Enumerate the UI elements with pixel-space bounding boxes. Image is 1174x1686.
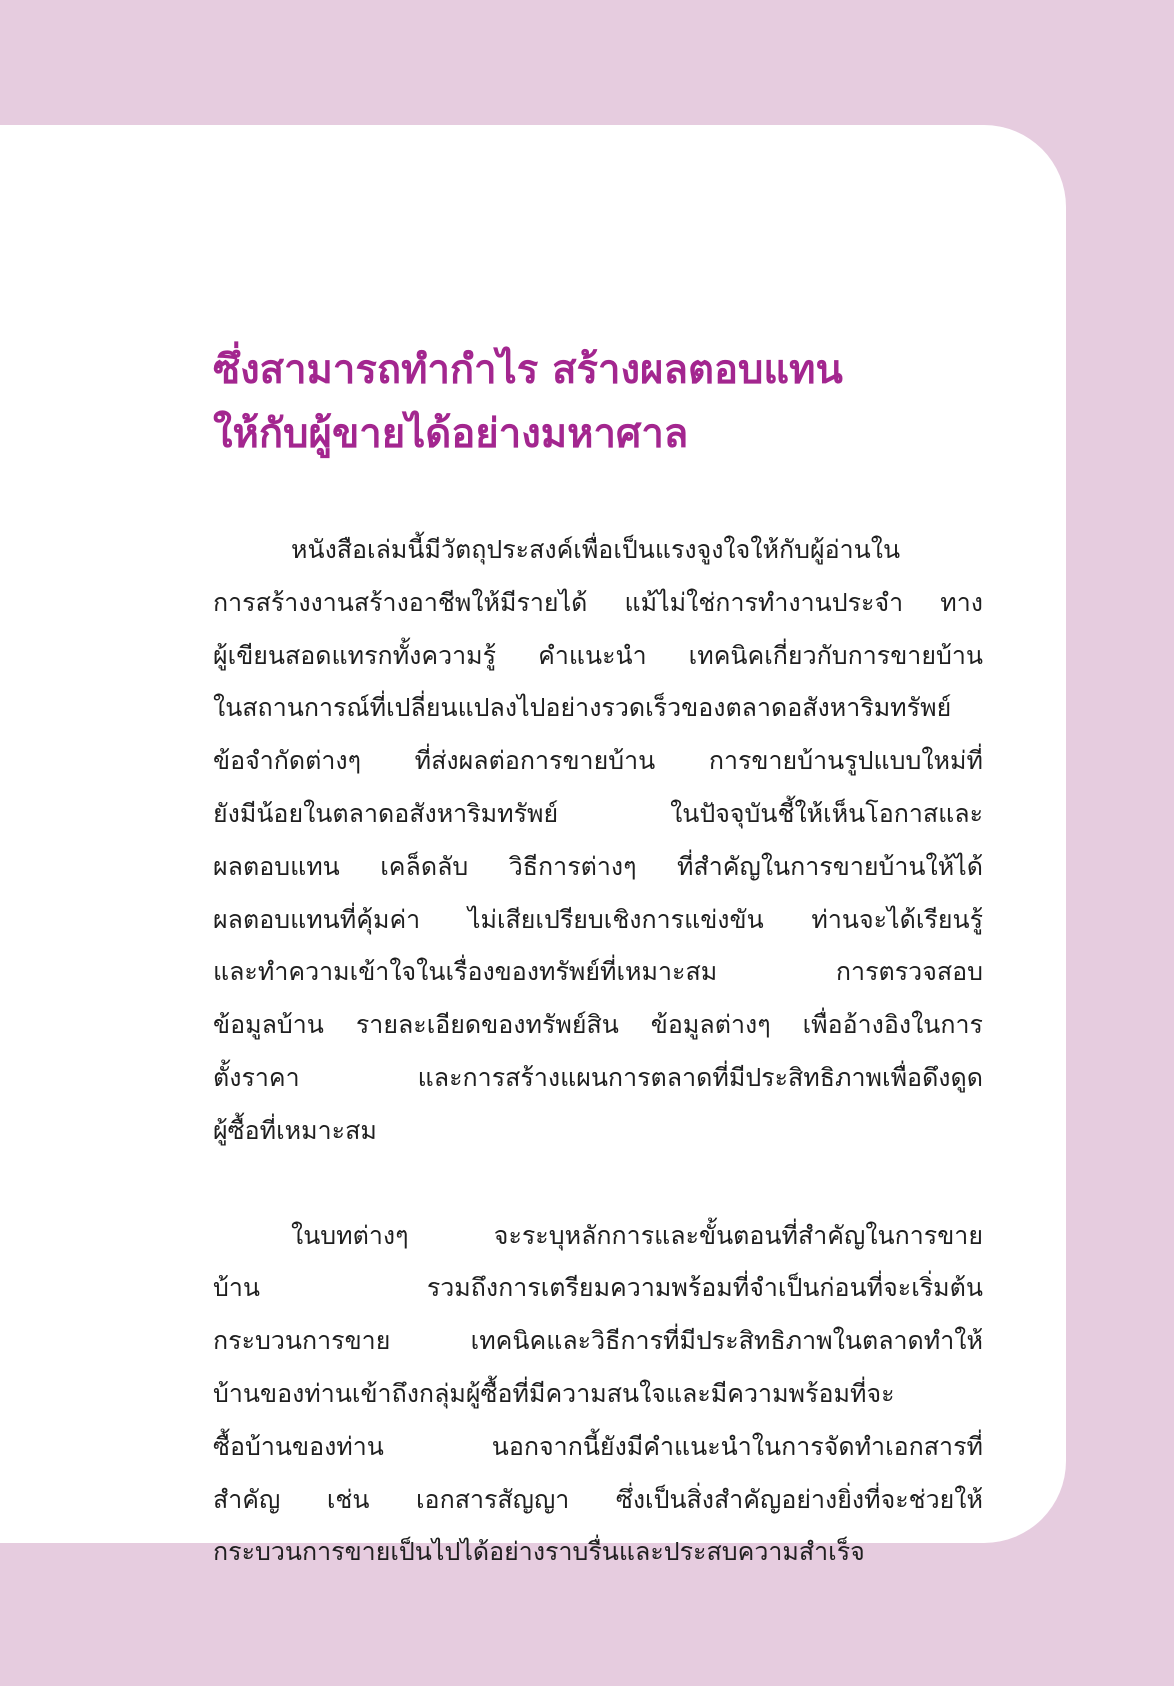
paragraph-line: หนังสือเล่มนี้มีวัตถุประสงค์เพื่อเป็นแรงจูงใจให้กับผู้อ่านใน (291, 535, 901, 564)
paragraph-line: ข้อมูลบ้าน รายละเอียดของทรัพย์สิน ข้อมูลต่างๆ เพื่ออ้างอิงในการ (213, 1010, 983, 1040)
paragraph-line: ในบทต่างๆ จะระบุหลักการและขั้นตอนที่สำคัญในการขาย (291, 1220, 983, 1250)
paragraph-line: กระบวนการขายเป็นไปได้อย่างราบรื่นและประสบความสำเร็จ (213, 1537, 865, 1567)
paragraph-1 (213, 524, 983, 1158)
paragraph-line: ซื้อบ้านของท่าน นอกจากนี้ยังมีคำแนะนำในการจัดทำเอกสารที่ (213, 1431, 983, 1461)
paragraph-line: บ้านของท่านเข้าถึงกลุ่มผู้ซื้อที่มีความสนใจและมีความพร้อมที่จะ (213, 1378, 895, 1408)
paragraph-line: สำคัญ เช่น เอกสารสัญญา ซึ่งเป็นสิ่งสำคัญอย่างยิ่งที่จะช่วยให้ (213, 1484, 983, 1514)
paragraph-line: ยังมีน้อยในตลาดอสังหาริมทรัพย์ ในปัจจุบันชี้ให้เห็นโอกาสและ (213, 798, 983, 828)
paragraph-line: ผู้เขียนสอดแทรกทั้งความรู้ คำแนะนำ เทคนิคเกี่ยวกับการขายบ้าน (213, 640, 983, 670)
paragraph-line: ตั้งราคา และการสร้างแผนการตลาดที่มีประสิทธิภาพเพื่อดึงดูด (213, 1062, 983, 1092)
paragraph-line: บ้าน รวมถึงการเตรียมความพร้อมที่จำเป็นก่อนที่จะเริ่มต้น (213, 1273, 983, 1303)
heading-line-2: ให้กับผู้ขายได้อย่างมหาศาล (213, 411, 689, 457)
content-card (0, 125, 1066, 1567)
page-content (213, 338, 983, 1579)
paragraph-line: กระบวนการขาย เทคนิคและวิธีการที่มีประสิทธิภาพในตลาดทำให้ (213, 1326, 983, 1356)
paragraph-line: การสร้างงานสร้างอาชีพให้มีรายได้ แม้ไม่ใช่การทำงานประจำ ทาง (213, 587, 983, 617)
paragraph-line: ผู้ซื้อที่เหมาะสม (213, 1115, 377, 1145)
page-heading (213, 338, 983, 466)
paragraph-line: ในสถานการณ์ที่เปลี่ยนแปลงไปอย่างรวดเร็วของตลาดอสังหาริมทรัพย์ (213, 693, 952, 723)
paragraph-line: ข้อจำกัดต่างๆ ที่ส่งผลต่อการขายบ้าน การขายบ้านรูปแบบใหม่ที่ (213, 746, 983, 776)
paragraph-line: ผลตอบแทน เคล็ดลับ วิธีการต่างๆ ที่สำคัญในการขายบ้านให้ได้ (213, 851, 983, 881)
paragraph-line: ผลตอบแทนที่คุ้มค่า ไม่เสียเปรียบเชิงการแข่งขัน ท่านจะได้เรียนรู้ (213, 904, 983, 934)
heading-line-1: ซึ่งสามารถทำกำไร สร้างผลตอบแทน (213, 347, 843, 393)
paragraph-line: และทำความเข้าใจในเรื่องของทรัพย์ที่เหมาะสม การตรวจสอบ (213, 957, 983, 987)
paragraph-2 (213, 1210, 983, 1580)
